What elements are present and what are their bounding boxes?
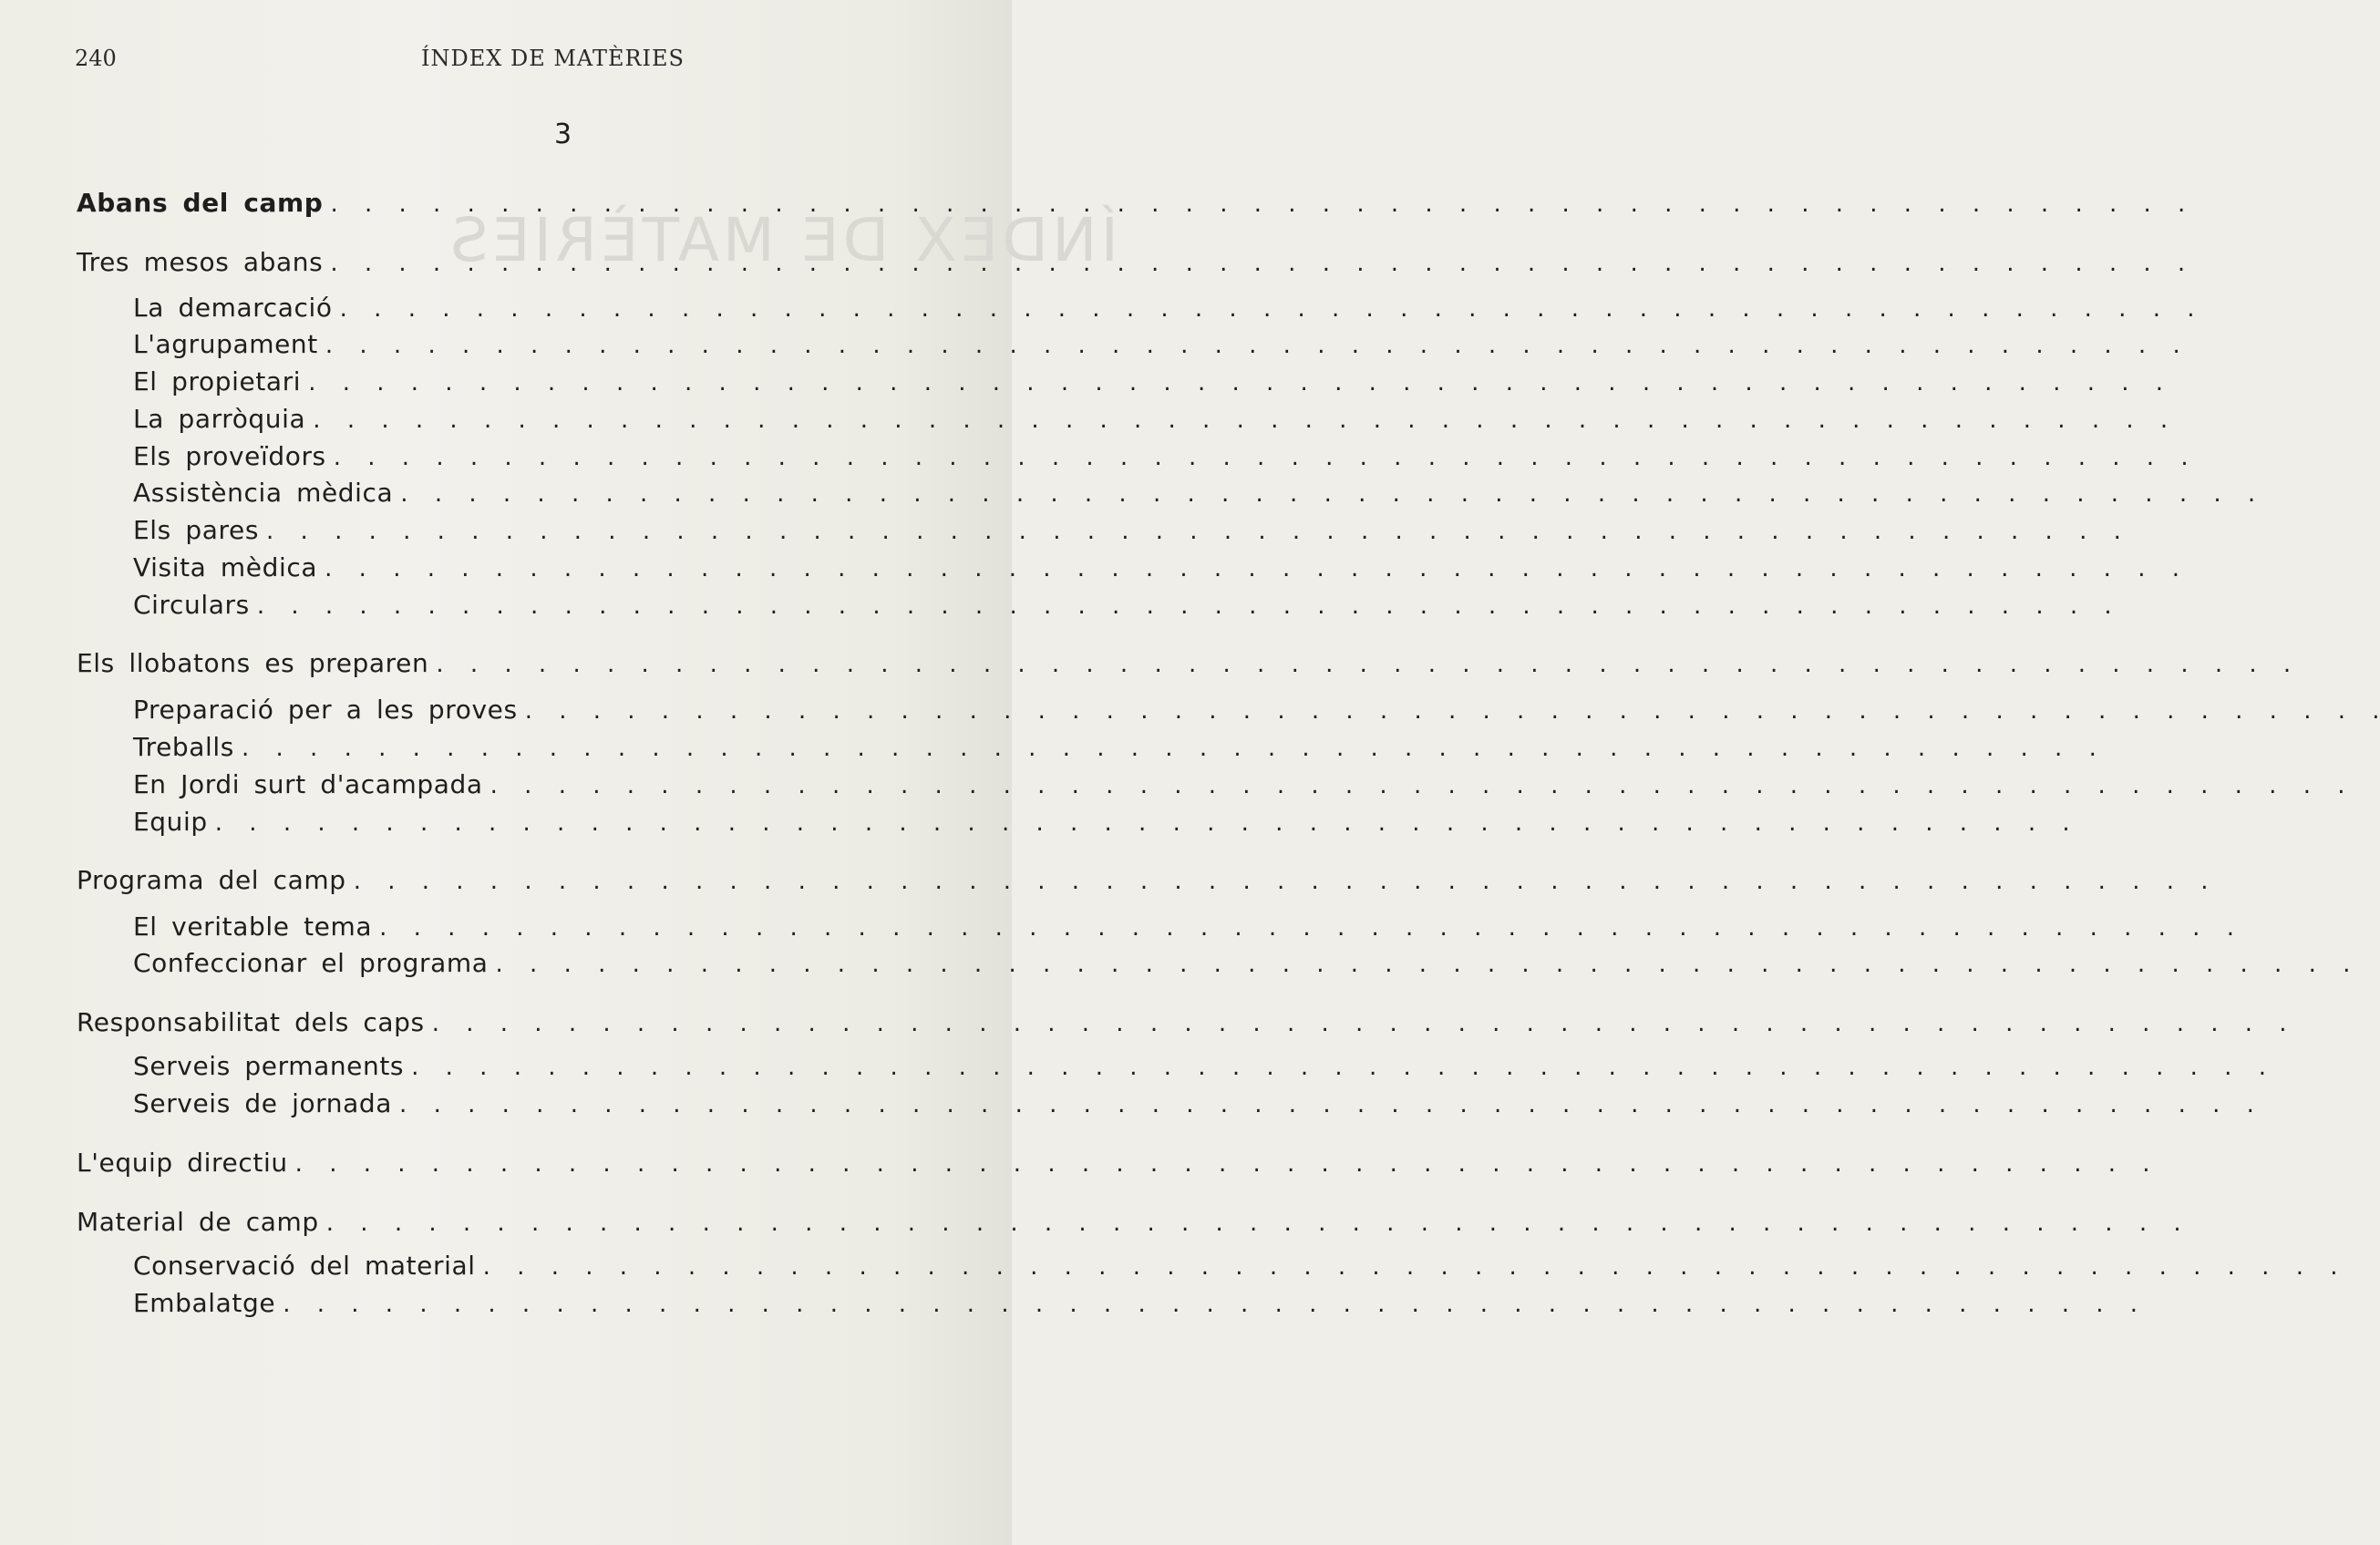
leader-dots <box>325 328 2180 362</box>
toc-entry-text: Treballs <box>133 732 234 762</box>
toc-subentry <box>133 551 943 585</box>
book-page <box>0 0 1118 1545</box>
toc-entry-text: La demarcació <box>133 293 333 323</box>
leader-dots <box>242 731 2097 765</box>
leader-dots <box>436 647 2291 681</box>
toc-subentry <box>133 1287 943 1321</box>
toc-subentry <box>133 1050 943 1084</box>
toc-entry <box>77 1206 943 1240</box>
toc-entry-text: L'equip directiu <box>77 1148 288 1178</box>
toc-entry-text: Preparació per a les proves <box>133 695 518 725</box>
toc-entry-text: La parròquia <box>133 404 306 434</box>
show-through-heading: ÍNDEX DE MATÈRIES <box>447 205 1118 275</box>
toc-subentry <box>133 440 943 474</box>
toc-entry-text: L'agrupament <box>133 329 318 359</box>
toc-subentry <box>133 589 943 623</box>
leader-dots <box>330 246 2185 280</box>
leader-dots <box>340 292 2195 325</box>
toc-subentry <box>133 768 943 802</box>
toc-subentry <box>133 731 943 765</box>
leader-dots <box>379 911 2234 944</box>
toc-subentry <box>133 403 943 437</box>
leader-dots <box>496 947 2351 981</box>
leader-dots <box>325 551 2179 585</box>
leader-dots <box>399 1087 2254 1121</box>
leader-dots <box>334 440 2189 474</box>
toc-entry-text: El veritable tema <box>133 912 373 942</box>
toc-entry <box>77 187 943 221</box>
toc-subentry <box>133 694 943 727</box>
leader-dots <box>400 477 2255 510</box>
leader-dots <box>525 694 2380 727</box>
toc-subentry <box>133 1250 943 1283</box>
leader-dots <box>295 1147 2150 1180</box>
toc-subentry <box>133 806 943 839</box>
toc-entry-text: El propietari <box>133 366 302 397</box>
toc-entry-text: Abans del camp <box>77 188 324 218</box>
leader-dots <box>215 806 2070 839</box>
running-head: ÍNDEX DE MATÈRIES <box>421 46 685 71</box>
toc-subentry <box>133 477 943 510</box>
leader-dots <box>326 1206 2181 1240</box>
toc-entry-text: Els pares <box>133 515 260 545</box>
leader-dots <box>411 1050 2266 1084</box>
toc-entry-text: Programa del camp <box>77 865 346 895</box>
leader-dots <box>308 366 2163 399</box>
toc-subentry <box>133 366 943 399</box>
toc-entry-text: Assistència mèdica <box>133 478 394 508</box>
leader-dots <box>432 1006 2287 1040</box>
leader-dots <box>490 768 2345 802</box>
leader-dots <box>283 1287 2138 1321</box>
toc-entry-text: Responsabilitat dels caps <box>77 1007 425 1037</box>
toc-entry-text: Els proveïdors <box>133 441 326 471</box>
toc-entry-text: Equip <box>133 807 208 837</box>
toc-subentry <box>133 1087 943 1121</box>
toc-entry-text: Material de camp <box>77 1207 319 1237</box>
toc-subentry <box>133 328 943 362</box>
toc-entry <box>77 647 943 681</box>
toc-entry-text: Conservació del material <box>133 1251 476 1281</box>
toc-entry <box>77 1006 943 1040</box>
toc-entry-text: Confeccionar el programa <box>133 948 489 978</box>
toc-entry-text: Embalatge <box>133 1288 276 1318</box>
leader-dots <box>313 403 2168 437</box>
toc-entry-text: Els llobatons es preparen <box>77 648 429 678</box>
toc-entry-text: Visita mèdica <box>133 552 318 582</box>
page-number: 240 <box>75 46 117 71</box>
section-number: 3 <box>554 118 572 150</box>
leader-dots <box>483 1250 2338 1283</box>
toc-entry-text: Circulars <box>133 590 250 620</box>
toc-entry-text: En Jordi surt d'acampada <box>133 769 483 799</box>
toc-entry-text: Tres mesos abans <box>77 247 324 277</box>
leader-dots <box>266 514 2121 548</box>
toc-subentry <box>133 292 943 325</box>
toc-entry <box>77 864 943 898</box>
page-header <box>0 42 1012 78</box>
leader-dots <box>354 864 2209 898</box>
leader-dots <box>257 589 2112 623</box>
toc-subentry <box>133 947 943 981</box>
leader-dots <box>330 187 2185 221</box>
toc-subentry <box>133 514 943 548</box>
toc-subentry <box>133 911 943 944</box>
toc-entry <box>77 246 943 280</box>
toc-entry-text: Serveis permanents <box>133 1051 405 1081</box>
toc-entry <box>77 1147 943 1180</box>
toc-entry-text: Serveis de jornada <box>133 1088 393 1118</box>
